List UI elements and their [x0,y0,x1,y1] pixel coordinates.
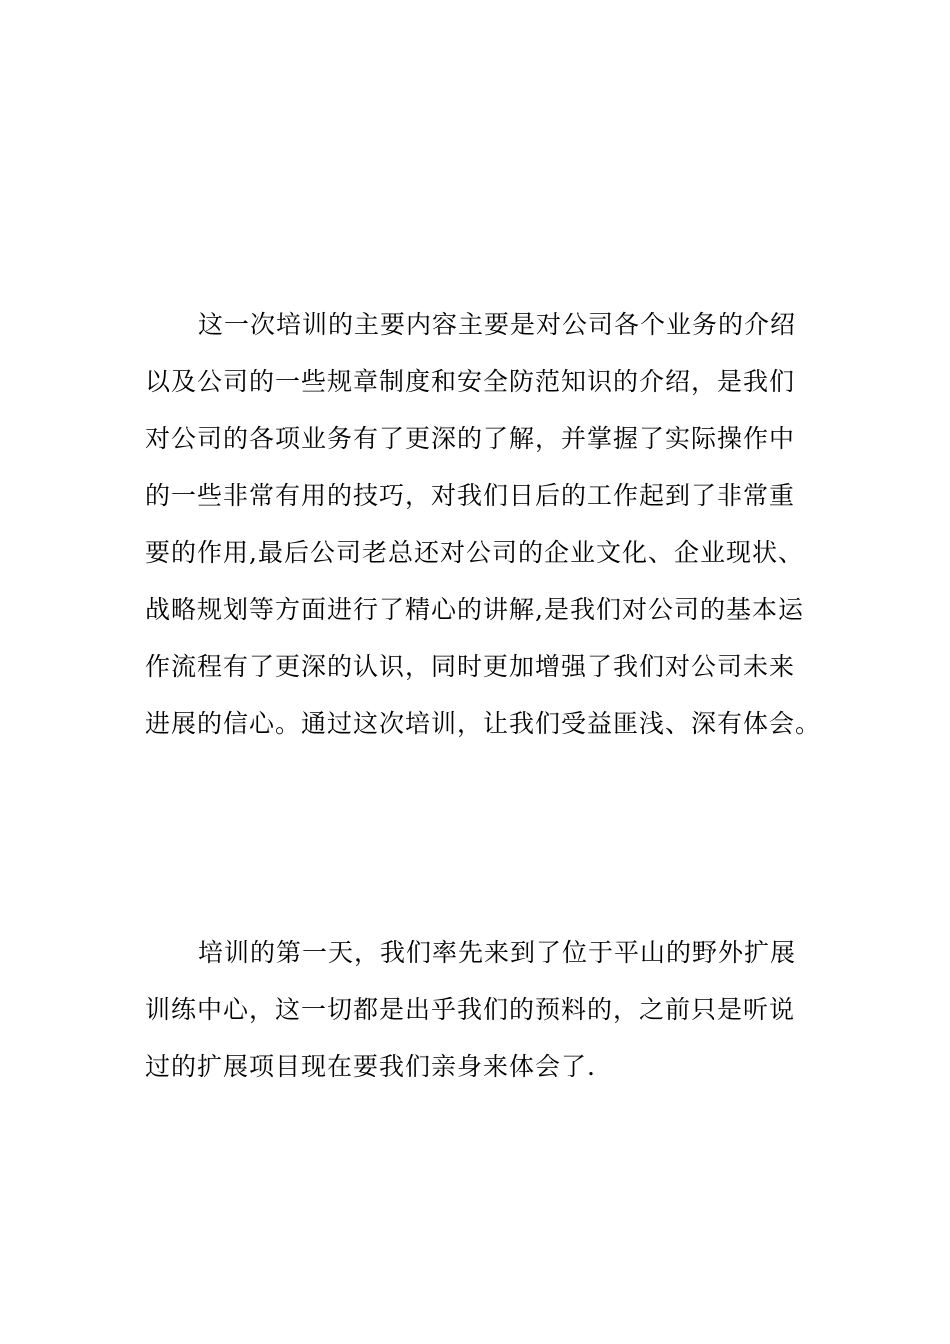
paragraph-line: 过的扩展项目现在要我们亲身来体会了. [145,1052,596,1081]
paragraph-line: 的一些非常有用的技巧，对我们日后的工作起到了非常重 [145,481,796,510]
paragraph-line: 这一次培训的主要内容主要是对公司各个业务的介绍 [198,310,797,339]
paragraph-line: 要的作用,最后公司老总还对公司的企业文化、企业现状、 [145,538,804,567]
paragraph-line: 对公司的各项业务有了更深的了解，并掌握了实际操作中 [145,424,796,453]
paragraph-line: 战略规划等方面进行了精心的讲解,是我们对公司的基本运 [145,595,804,624]
paragraph-training-content [145,296,822,752]
paragraph-line: 以及公司的一些规章制度和安全防范知识的介绍，是我们 [145,367,796,396]
paragraph-line: 培训的第一天，我们率先来到了位于平山的野外扩展 [198,938,797,967]
paragraph-line: 作流程有了更深的认识，同时更加增强了我们对公司未来 [145,652,796,681]
paragraph-line: 训练中心，这一切都是出乎我们的预料的，之前只是听说 [145,995,796,1024]
paragraph-first-day [145,924,807,1095]
paragraph-line: 进展的信心。通过这次培训，让我们受益匪浅、深有体会。 [145,709,822,738]
